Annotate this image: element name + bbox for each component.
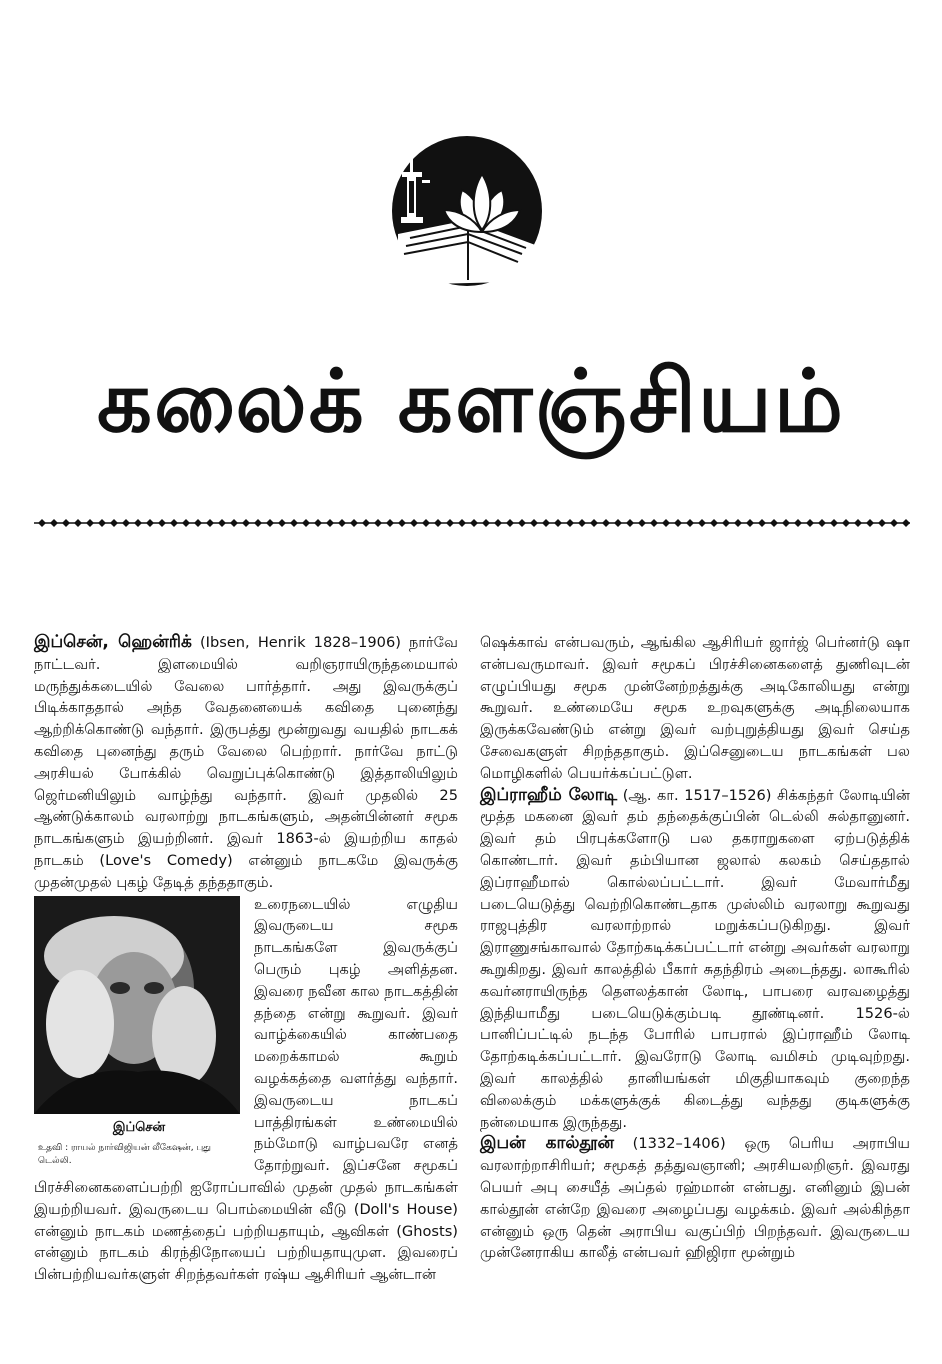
ibrahim-lodi-heading: இப்ராஹீம் லோடி: [480, 784, 618, 805]
ornamental-divider: [34, 512, 910, 534]
ibrahim-lodi-entry: [480, 785, 910, 1134]
ibsen-portrait-image: [34, 896, 240, 1114]
ibn-khaldun-body: (1332–1406) ஒரு பெரிய அராபிய வரலாற்றாசிரியர்; சமூகத் தத்துவஞானி; அரசியலறிஞர். இவரது பெயர் அபு சையீத் அப்தல் ரஹ்மான் என்பது. எனினும் இபன் கால்தூன் என்றே இவரை அழைப்பது வழக்கம். இவர் அல்கிந்தா என்னும் ஒரு தென் அராபிய வகுப்பிற் பிறந்தவர். இவருடைய முன்னேராகிய காலீத் என்பவர் ஹிஜிரா மூன்றும்: [480, 1135, 911, 1262]
ibsen-entry-continued: உரைநடையில் எழுதிய இவருடைய சமூக நாடகங்களே இவருக்குப் பெரும் புகழ் அளித்தன. இவரை நவீன கால நாடகத்தின் தந்தை என்று கூறுவர். இவர் வாழ்க்கையில் காண்பதை மறைக்காமல் கூறும் வழக்கத்தை வளர்த்து வந்தார். இவருடைய நாடகப் பாத்திரங்கள் உண்மையில் நம்மோடு வாழ்பவரே எனத் தோற்றுவர். இப்சனே சமூகப் பிரச்சினைகளைப்பற்றி ஐரோப்பாவில் முதன் முதல் நாடகங்கள் இயற்றியவர். இவருடைய பொம்மையின் வீடு (Doll's House) என்னும் நாடகம் மணத்தைப் பற்றியதாயும், ஆவிகள் (Ghosts) என்னும் நாடகம் கிரந்திநோயைப் பற்றியதாயுமுள. இவரைப் பின்பற்றியவர்களுள் சிறந்தவர்கள் ரஷ்ய ஆசிரியர் ஆன்டான்: [34, 895, 458, 1284]
page-title: கலைக் களஞ்சியம்: [96, 352, 846, 452]
ibsen-entry-intro: (Ibsen, Henrik 1828–1906) நார்வே நாட்டவர். இளமையில் வறிஞராயிருந்தமையால் மருந்துக்கடையில் வேலை பார்த்தார். அது இவருக்குப் பிடிக்காததால் அந்த வேதனையைக் கவிதை புனைந்து ஆற்றிக்கொண்டு வந்தார். இருபத்து மூன்றுவது வயதில் நாடகக் கவிதை புனைந்து தரும் வேலை பெற்றார். நார்வே நாட்டு அரசியல் போக்கில் வெறுப்புக்கொண்டு இத்தாலியிலும் ஜெர்மனியிலும் வாழ்ந்து வந்தார். இவர் முதலில் 25 ஆண்டுக்காலம் வரலாற்று நாடகங்களும், அதன்பின்னர் சமூக நாடகங்களும் இயற்றினர். இவர் 1863-ல் இயற்றிய காதல் நாடகம் (Love's Comedy) என்னும் நாடகமே இவருக்கு முதன்முதல் புகழ் தேடித் தந்ததாகும்.: [34, 634, 458, 891]
right-column: [480, 632, 910, 1264]
ibsen-portrait-figure: [34, 896, 244, 1168]
left-column: [34, 632, 458, 1286]
ibsen-entry-conclusion: ஷெக்காவ் என்பவரும், ஆங்கில ஆசிரியர் ஜார்ஜ் பெர்னர்டு ஷா என்பவருமாவர். இவர் சமூகப் பிரச்சினைகளைத் துணிவுடன் எழுப்பியது சமூக முன்னேற்றத்துக்கு அடிகோலியது என்று கூறுவர். உண்மையே சமூக உறவுகளுக்கு அடிநிலையாக இருக்கவேண்டும் என்று இவர் வற்புறுத்தியது இவர் செய்த சேவைகளுள் சிறந்ததாகும். இப்செனுடைய நாடகங்கள் பல மொழிகளில் பெயர்க்கப்பட்டுள.: [480, 634, 910, 782]
lamp-lotus-book-emblem-icon: [390, 134, 544, 288]
ibsen-entry: [34, 632, 458, 894]
ibn-khaldun-heading: இபன் கால்தூன்: [480, 1133, 614, 1154]
ibrahim-lodi-body: (ஆ. கா. 1517–1526) சிக்கந்தர் லோடியின் மூத்த மகனை இவர் தம் தந்தைக்குப்பின் டெல்லி சுல்தானுனர். இவர் தம் பிரபுக்களோடு பல தகராறுகளை ஏற்படுத்திக் கொண்டார். இவர் தம்பியான ஜலால் கலகம் செய்ததால் இப்ராஹீமால் கொல்லப்பட்டார். இவர் மேவார்மீது படையெடுத்து வெற்றிகொண்டதாக முஸ்லிம் வரலாறு கூறுவது ராஜபுத்திர வரலாற்றால் மறுக்கப்படுகிறது. இவர் இராணுசங்காவால் தோற்கடிக்கப்பட்டார் என்று அவர்கள் வரலாறு கூறுகிறது. இவர் காலத்தில் பீகார் சுதந்திரம் அடைந்தது. லாகூரில் கவர்னராயிருந்த தௌலத்கான் லோடி, பாபரை வரவழைத்து இந்தியாமீது படையெடுக்கும்படி தூண்டினர். 1526-ல் பானிப்பட்டில் நடந்த போரில் பாபரால் இப்ராஹீம் லோடி தோற்கடிக்கப்பட்டார். இவரோடு லோடி வமிசம் முடிவுற்றது. இவர் காலத்தில் தானியங்கள் மிகுதியாகவும் குறைந்த விலைக்கும் மக்களுக்குக் கிடைத்து வந்தது குடிகளுக்கு நன்மையாக இருந்தது.: [480, 786, 910, 1131]
ibn-khaldun-entry: [480, 1133, 910, 1264]
ibsen-portrait-caption: இப்சென்: [112, 1119, 166, 1135]
ibsen-entry-heading: இப்சென், ஹென்ரிக்: [34, 632, 192, 652]
ibsen-portrait-credit: உதவி : ராயல் நார்விஜியன் லீகேஷன், புது டெல்லி.: [38, 1142, 211, 1166]
